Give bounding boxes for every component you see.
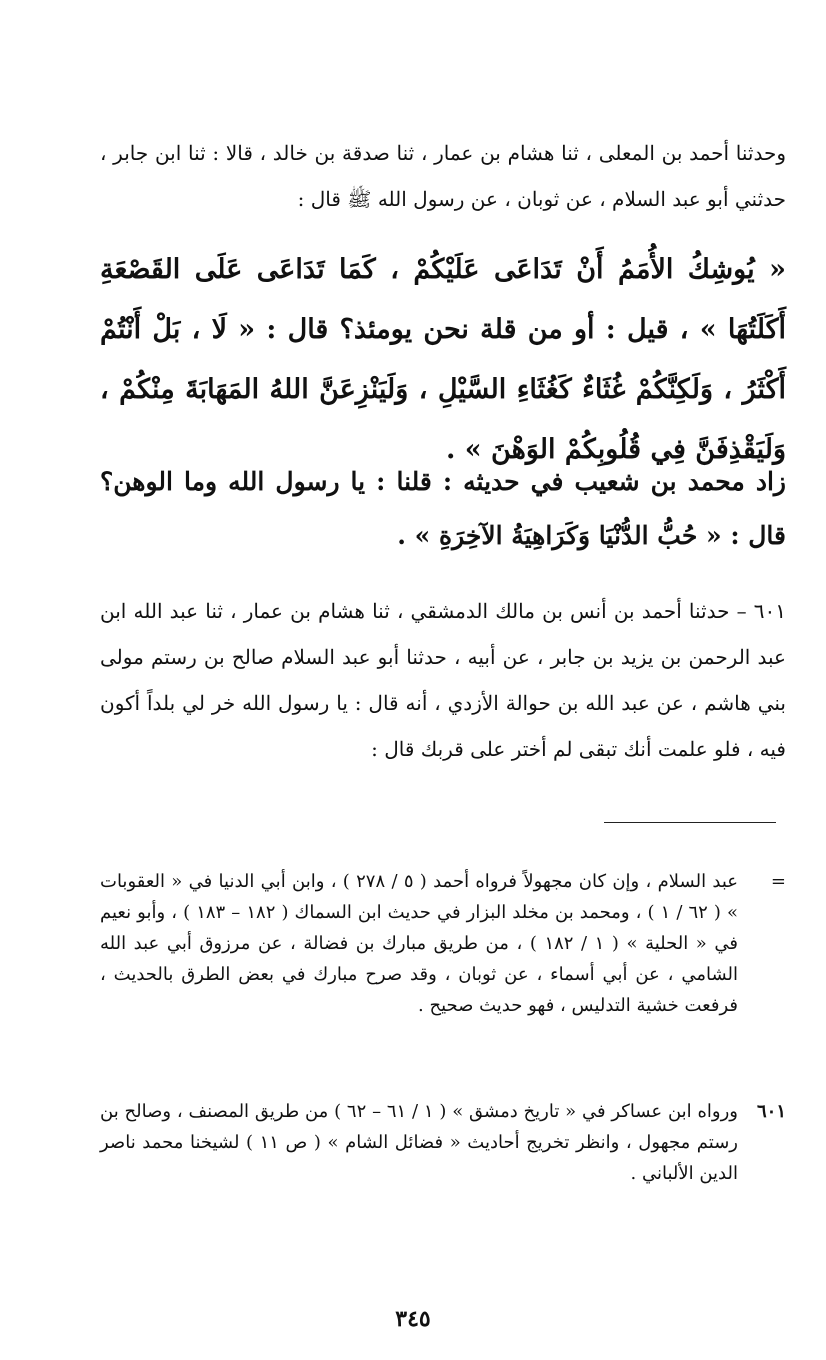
- hadith-text: « يُوشِكُ الأُمَمُ أَنْ تَدَاعَى عَلَيْكُمْ ، كَمَا تَدَاعَى عَلَى القَصْعَةِ أَكَلَتُهَا » ، قيل : أو من قلة نحن يومئذ؟ قال : « لَا ، بَلْ أَنْتُمْ أَكْثَرُ ، وَلَكِنَّكُمْ غُثَاءٌ كَغُثَاءِ السَّيْلِ ، وَلَيَنْزِعَنَّ اللهُ المَهَابَةَ مِنْكُمْ ، وَلَيَقْذِفَنَّ فِي قُلُوبِكُمْ الوَهْنَ » .: [100, 254, 786, 465]
- footnote-continued: [100, 866, 786, 1021]
- hadith-601-paragraph: ٦٠١ – حدثنا أحمد بن أنس بن مالك الدمشقي ، ثنا هشام بن عمار ، ثنا عبد الله ابن عبد الرحمن بن يزيد بن جابر ، عن أبيه ، حدثنا أبو عبد السلام صالح بن رستم مولى بني هاشم ، عن عبد الله بن حوالة الأزدي ، أنه قال : يا رسول الله خر لي بلداً أكون فيه ، فلو علمت أنك تبقى لم أختر على قربك قال :: [100, 599, 787, 761]
- isnad-paragraph: وحدثنا أحمد بن المعلى ، ثنا هشام بن عمار ، ثنا صدقة بن خالد ، قالا : ثنا ابن جابر ، حدثني أبو عبد السلام ، عن ثوبان ، عن رسول الله ﷺ قال :: [100, 141, 786, 211]
- hadith-addition: زاد محمد بن شعيب في حديثه : قلنا : يا رسول الله وما الوهن؟ قال : « حُبُّ الدُّنْيَا وَكَرَاهِيَةُ الآخِرَةِ » .: [100, 467, 786, 550]
- footnote-marker: =: [770, 871, 786, 892]
- footnote-separator: [604, 822, 776, 823]
- page-number: ٣٤٥: [395, 1306, 431, 1332]
- footnote-number: ٦٠١: [756, 1101, 786, 1122]
- footnote-text: عبد السلام ، وإن كان مجهولاً فرواه أحمد ( ٥ / ٢٧٨ ) ، وابن أبي الدنيا في « العقوبات » ( ٦٢ / ١ ) ، ومحمد بن مخلد البزار في حديث ابن السماك ( ١٨٢ – ١٨٣ ) ، وأبو نعيم في « الحلية » ( ١ / ١٨٢ ) ، من طريق مبارك بن فضالة ، عن مرزوق أبي عبد الله الشامي ، عن أبي أسماء ، عن ثوبان ، وقد صرح مبارك في بعض الطرق بالحديث ، فرفعت خشية التدليس ، فهو حديث صحيح .: [100, 871, 739, 1016]
- footnote-601: [100, 1096, 786, 1189]
- footnote-text: ورواه ابن عساكر في « تاريخ دمشق » ( ١ / ٦١ – ٦٢ ) من طريق المصنف ، وصالح بن رستم مجهول ، وانظر تخريج أحاديث « فضائل الشام » ( ص ١١ ) لشيخنا محمد ناصر الدين الألباني .: [100, 1101, 738, 1184]
